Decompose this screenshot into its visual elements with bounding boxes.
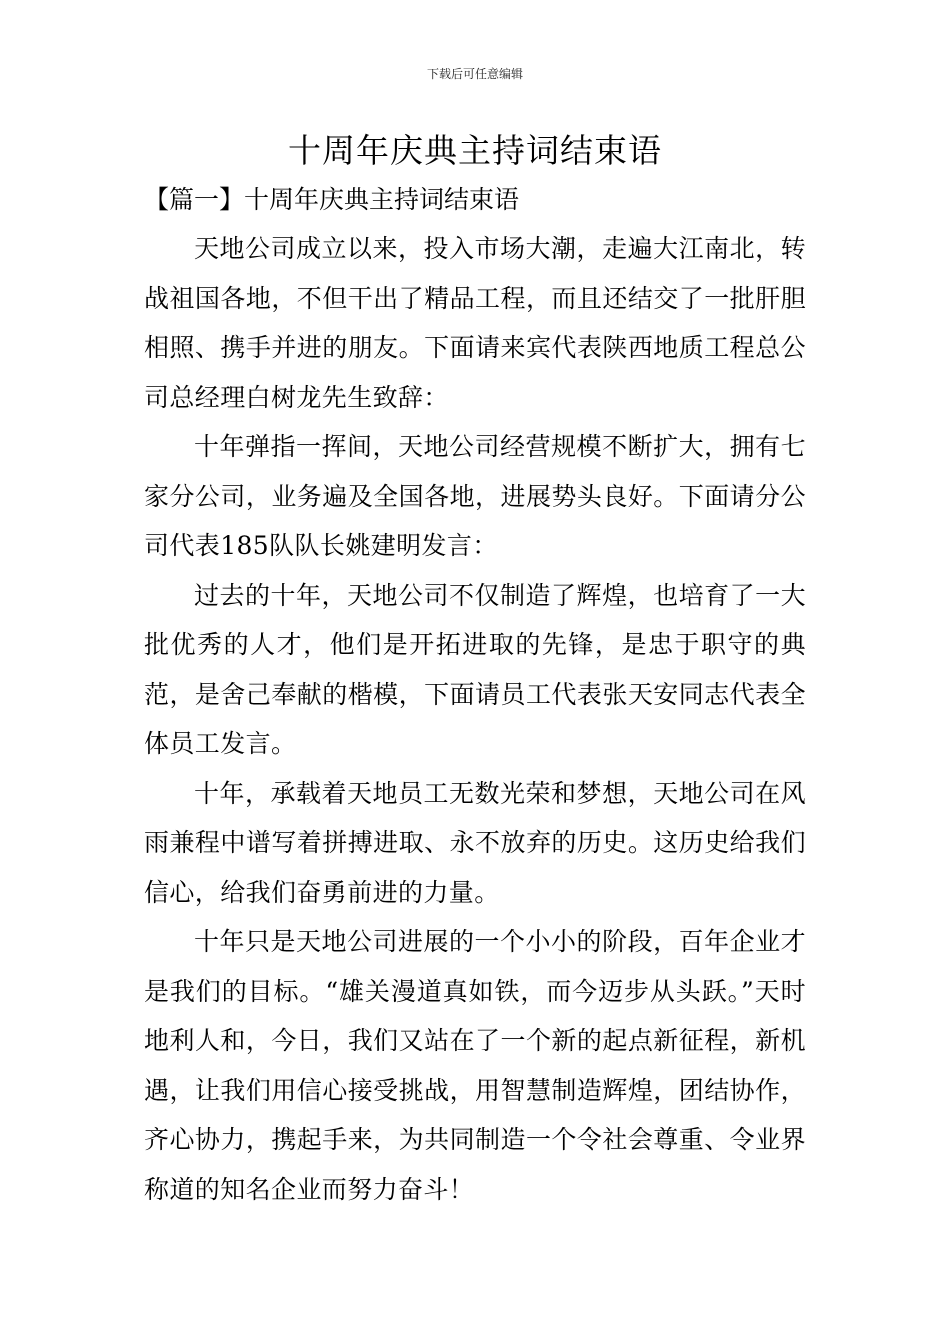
section-heading: 【篇一】十周年庆典主持词结束语: [144, 185, 520, 214]
body-text: [144, 224, 806, 1214]
paragraph: 天地公司成立以来，投入市场大潮，走遍大江南北，转战祖国各地，不但干出了精品工程，而且还结交了一批肝胆相照、携手并进的朋友。下面请来宾代表陕西地质工程总公司总经理白树龙先生致辞：: [144, 234, 806, 412]
paragraph: 过去的十年，天地公司不仅制造了辉煌，也培育了一大批优秀的人才，他们是开拓进取的先锋，是忠于职守的典范，是舍己奉献的楷模，下面请员工代表张天安同志代表全体员工发言。: [144, 580, 806, 758]
paragraph: 十年只是天地公司进展的一个小小的阶段，百年企业才是我们的目标。“雄关漫道真如铁，而今迈步从头跃。”天时地利人和，今日，我们又站在了一个新的起点新征程，新机遇，让我们用信心接受挑战，用智慧制造辉煌，团结协作，齐心协力，携起手来，为共同制造一个令社会尊重、令业界称道的知名企业而努力奋斗！: [144, 927, 806, 1204]
document-title: 十周年庆典主持词结束语: [288, 131, 662, 170]
paragraph: 十年，承载着天地员工无数光荣和梦想，天地公司在风雨兼程中谱写着拼搏进取、永不放弃的历史。这历史给我们信心，给我们奋勇前进的力量。: [144, 778, 806, 907]
header-note: 下载后可任意编辑: [426, 67, 523, 81]
paragraph: 十年弹指一挥间，天地公司经营规模不断扩大，拥有七家分公司，业务遍及全国各地，进展势头良好。下面请分公司代表185队队长姚建明发言：: [144, 432, 806, 560]
